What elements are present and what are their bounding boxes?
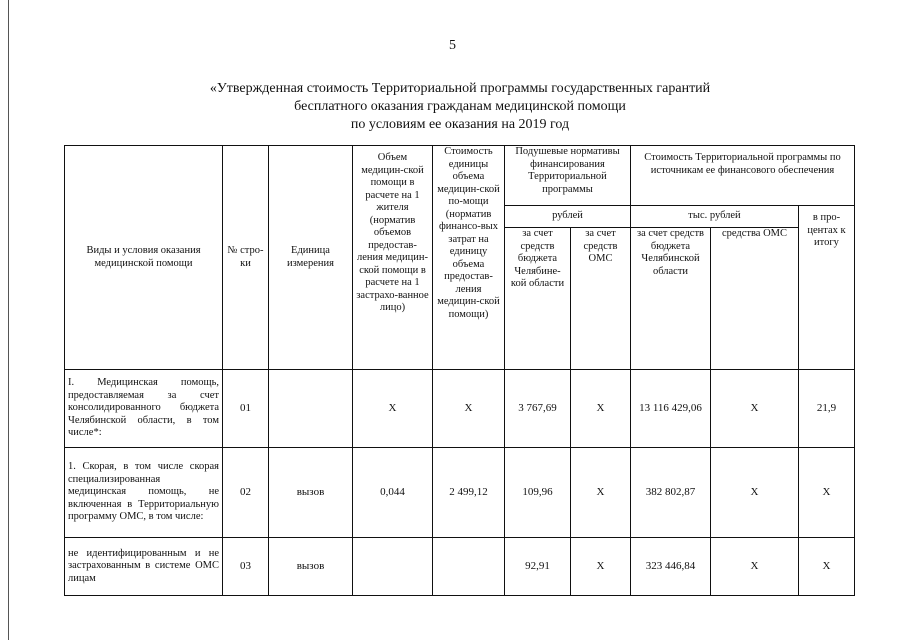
- row-total-budget: 323 446,84: [631, 538, 711, 596]
- row-per-capita-oms: Х: [571, 448, 631, 538]
- title-line: по условиям ее оказания на 2019 год: [350, 117, 570, 132]
- row-name: I. Медицинская помощь, предоставляемая за счет консолидированного бюджета Челябинской области, в том числе*:: [65, 370, 223, 448]
- row-number: 03: [223, 538, 269, 596]
- row-unit-cost: Х: [433, 370, 505, 448]
- row-total-budget: 13 116 429,06: [631, 370, 711, 448]
- header-total-oms: средства ОМС: [711, 228, 799, 370]
- row-volume: 0,044: [353, 448, 433, 538]
- header-unit-cost: Стоимость единицы объема медицин-ской по-мощи (норматив финансо-вых затрат на единицу объема предостав-ления медицин-ской помощи): [433, 146, 505, 370]
- row-volume: [353, 538, 433, 596]
- row-name: не идентифицированным и не застрахованным в системе ОМС лицам: [65, 538, 223, 596]
- row-per-capita-oms: Х: [571, 538, 631, 596]
- title-line: бесплатного оказания гражданам медицинской помощи: [294, 99, 626, 114]
- header-row-number: № стро-ки: [223, 146, 269, 370]
- row-per-capita-oms: Х: [571, 370, 631, 448]
- row-volume: Х: [353, 370, 433, 448]
- row-per-capita-budget: 92,91: [505, 538, 571, 596]
- table-row: [65, 448, 855, 538]
- header-types: Виды и условия оказания медицинской помощи: [65, 146, 223, 370]
- row-name: 1. Скорая, в том числе скорая специализированная медицинская помощь, не включенная в Территориальную программу ОМС, в том числе:: [65, 448, 223, 538]
- row-total-oms: Х: [711, 448, 799, 538]
- cost-table: [64, 145, 855, 596]
- document-title: [150, 80, 770, 134]
- row-percent: 21,9: [799, 370, 855, 448]
- row-total-oms: Х: [711, 538, 799, 596]
- header-per-capita-group: Подушевые нормативы финансирования Территориальной программы: [505, 146, 631, 206]
- row-total-oms: Х: [711, 370, 799, 448]
- row-unit: [269, 370, 353, 448]
- row-percent: Х: [799, 538, 855, 596]
- header-rubles: рублей: [505, 206, 631, 228]
- row-number: 02: [223, 448, 269, 538]
- row-percent: Х: [799, 448, 855, 538]
- table-row: [65, 538, 855, 596]
- header-percent: в про-центах к итогу: [799, 206, 855, 370]
- title-line: «Утвержденная стоимость Территориальной программы государственных гарантий: [209, 81, 711, 96]
- row-per-capita-budget: 109,96: [505, 448, 571, 538]
- page-number: 5: [449, 38, 456, 53]
- page-edge-line: [8, 0, 9, 640]
- row-unit: вызов: [269, 448, 353, 538]
- table-row: [65, 370, 855, 448]
- header-per-capita-oms: за счет средств ОМС: [571, 228, 631, 370]
- header-unit: Единица измерения: [269, 146, 353, 370]
- header-total-budget: за счет средств бюджета Челябинской области: [631, 228, 711, 370]
- row-number: 01: [223, 370, 269, 448]
- row-unit-cost: 2 499,12: [433, 448, 505, 538]
- header-per-capita-budget: за счет средств бюджета Челябине-кой области: [505, 228, 571, 370]
- header-thousand-rubles: тыс. рублей: [631, 206, 799, 228]
- row-per-capita-budget: 3 767,69: [505, 370, 571, 448]
- row-unit-cost: [433, 538, 505, 596]
- header-volume: Объем медицин-ской помощи в расчете на 1 жителя (норматив объемов предостав-ления медицин-ской помощи в расчете на 1 застрахо-ванное лицо): [353, 146, 433, 370]
- row-unit: вызов: [269, 538, 353, 596]
- header-total-group: Стоимость Территориальной программы по источникам ее финансового обеспечения: [631, 146, 855, 206]
- row-total-budget: 382 802,87: [631, 448, 711, 538]
